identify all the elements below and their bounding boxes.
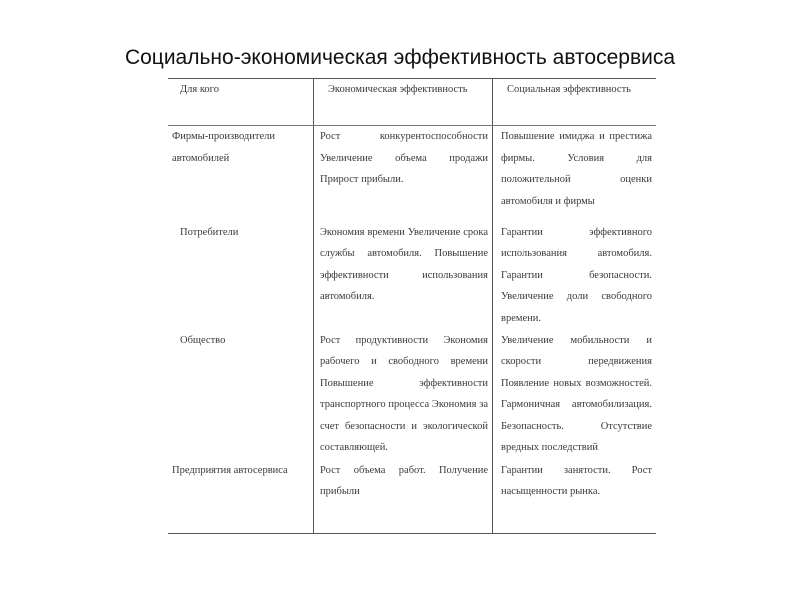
row-economic-cell: Рост конкурентоспособности Увеличение объема продажи Прирост прибыли. <box>314 126 493 222</box>
row-social-cell: Увеличение мобильности и скорости передвижения Появление новых возможностей. Гармоничная автомобилизация. Безопасность. Отсутствие вредных последствий <box>493 330 657 460</box>
header-who: Для кого <box>168 79 314 126</box>
row-social-cell: Гарантии занятости. Рост насыщенности рынка. <box>493 460 657 534</box>
table-row <box>168 222 656 330</box>
table-row <box>168 126 656 222</box>
table-row <box>168 330 656 460</box>
row-economic-cell: Рост продуктивности Экономия рабочего и свободного времени Повышение эффективности транспортного процесса Экономия за счет безопасности и экологической составляющей. <box>314 330 493 460</box>
header-economic: Экономическая эффективность <box>314 79 493 126</box>
row-economic-cell: Рост объема работ. Получение прибыли <box>314 460 493 534</box>
table-grid <box>168 78 656 534</box>
row-who-cell: Потребители <box>180 226 239 238</box>
row-who-cell: Общество <box>180 334 226 346</box>
efficiency-table <box>168 78 656 534</box>
row-economic-cell: Экономия времени Увеличение срока службы автомобиля. Повышение эффективности использования автомобиля. <box>314 222 493 330</box>
slide-title: Социально-экономическая эффективность автосервиса <box>124 46 676 69</box>
table-header-row <box>168 79 656 126</box>
row-social-cell: Гарантии эффективного использования автомобиля. Гарантии безопасности. Увеличение доли свободного времени. <box>493 222 657 330</box>
row-who-cell: Фирмы-производители автомобилей <box>172 131 275 164</box>
header-social: Социальная эффективность <box>493 79 657 126</box>
table-row <box>168 460 656 534</box>
row-social-cell: Повышение имиджа и престижа фирмы. Условия для положительной оценки автомобиля и фирмы <box>493 126 657 222</box>
row-who-cell: Предприятия автосервиса <box>168 460 314 534</box>
